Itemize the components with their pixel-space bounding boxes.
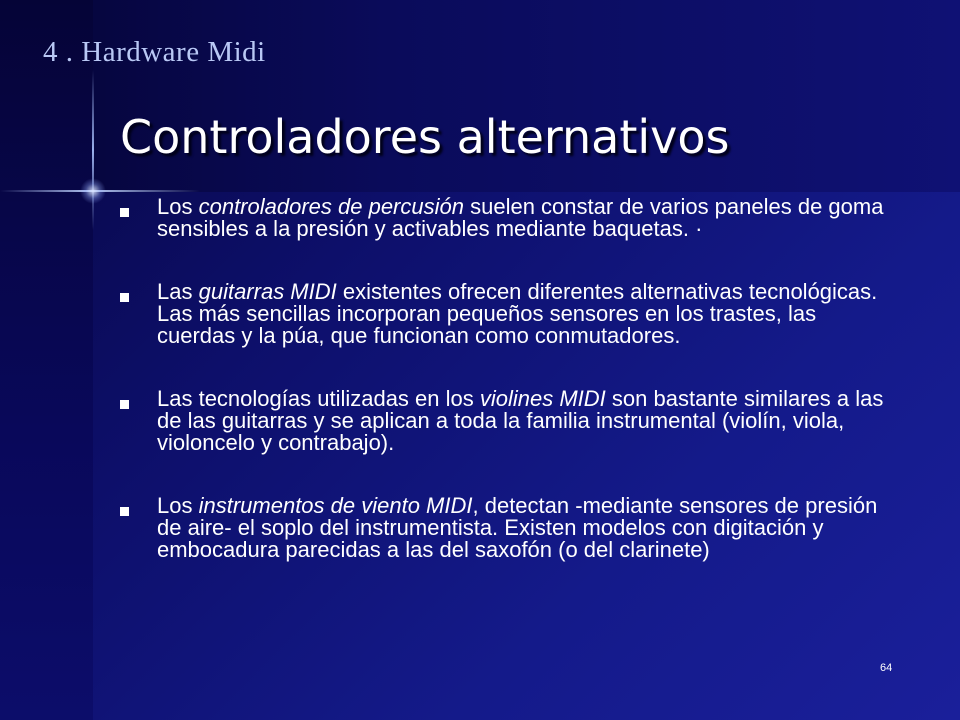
slide-title: Controladores alternativos [120, 110, 730, 164]
bullet-square-icon [120, 293, 129, 302]
emphasis: instrumentos de viento MIDI [198, 493, 473, 518]
emphasis: guitarras MIDI [198, 279, 337, 304]
light-flare-glow [80, 178, 106, 204]
emphasis: violines MIDI [479, 386, 606, 411]
bullet-square-icon [120, 400, 129, 409]
bullet-item-guitars [120, 281, 900, 347]
bullet-square-icon [120, 507, 129, 516]
emphasis: controladores de percusión [198, 194, 464, 219]
bullet-text: Las tecnologías utilizadas en los violines MIDI son bastante similares a las de las guitarras y se aplican a toda la familia instrumental (violín, viola, violoncelo y contrabajo). [157, 386, 884, 455]
left-band [0, 0, 93, 720]
light-flare-vertical [92, 70, 94, 230]
section-label: 4 . Hardware Midi [43, 36, 266, 68]
bullet-text: Los controladores de percusión suelen constar de varios paneles de goma sensibles a la presión y activables mediante baquetas. · [157, 194, 884, 241]
bullet-item-wind [120, 495, 900, 561]
bullet-text: Las guitarras MIDI existentes ofrecen diferentes alternativas tecnológicas. Las más sencillas incorporan pequeños sensores en los trastes, las cuerdas y la púa, que funcionan como conmutadores. [157, 279, 878, 348]
bullet-square-icon [120, 208, 129, 217]
bullet-list [120, 196, 900, 561]
bullet-text: Los instrumentos de viento MIDI, detectan -mediante sensores de presión de aire- el soplo del instrumentista. Existen modelos con digitación y embocadura parecidas a las del saxofón (o del clarinete) [157, 493, 878, 562]
page-number: 64 [880, 662, 893, 674]
bullet-item-percussion [120, 196, 900, 240]
bullet-item-violins [120, 388, 900, 454]
